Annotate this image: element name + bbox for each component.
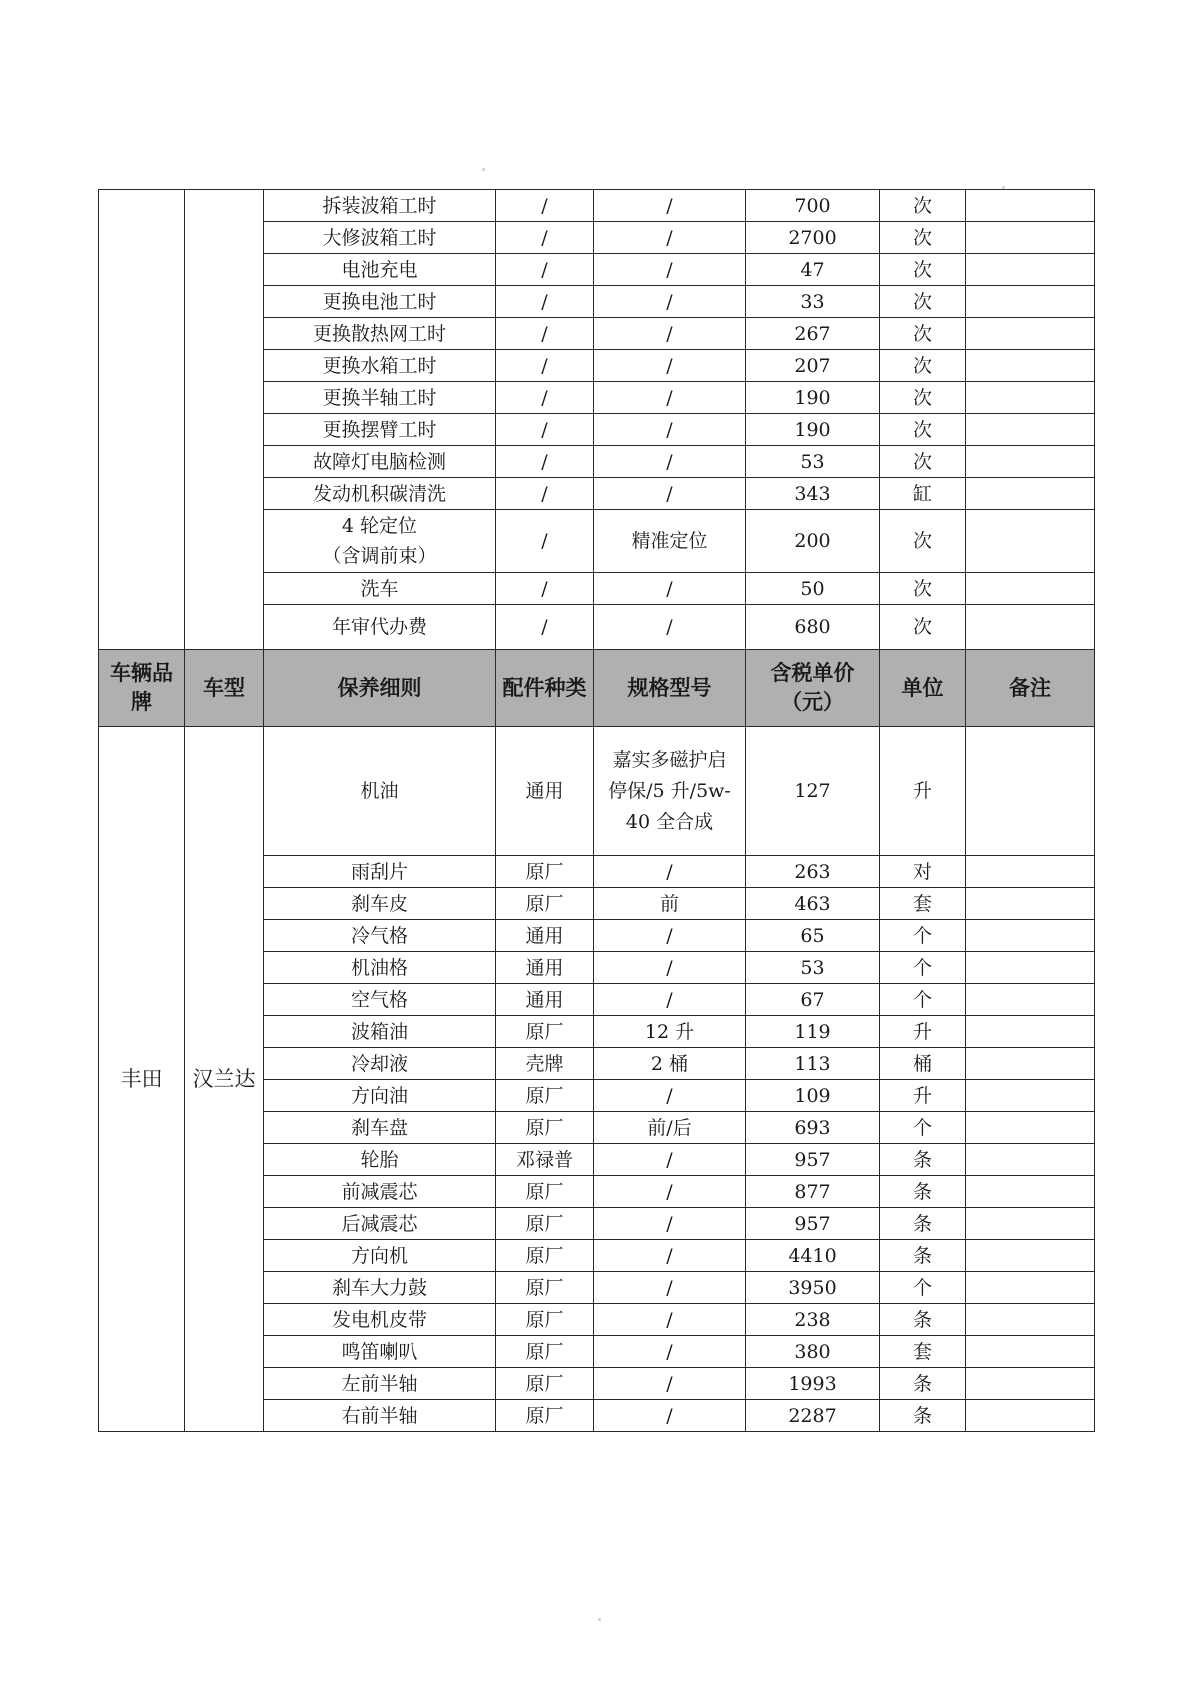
price-cell: 119 <box>746 1016 880 1048</box>
remark-cell <box>966 856 1095 888</box>
price-cell: 877 <box>746 1176 880 1208</box>
item-cell: 电池充电 <box>264 254 496 286</box>
remark-cell <box>966 350 1095 382</box>
spec-cell: 前/后 <box>594 1112 746 1144</box>
spec-cell: / <box>594 254 746 286</box>
unit-cell: 次 <box>880 573 966 605</box>
part-type-cell: / <box>496 190 594 222</box>
item-cell: 洗车 <box>264 573 496 605</box>
item-cell: 机油 <box>264 727 496 856</box>
unit-cell: 个 <box>880 1272 966 1304</box>
part-type-cell: / <box>496 222 594 254</box>
part-type-cell: 原厂 <box>496 856 594 888</box>
part-type-cell: / <box>496 318 594 350</box>
header-unit: 单位 <box>880 650 966 727</box>
item-cell: 冷气格 <box>264 920 496 952</box>
item-cell: 刹车盘 <box>264 1112 496 1144</box>
item-cell: 后减震芯 <box>264 1208 496 1240</box>
remark-cell <box>966 478 1095 510</box>
remark-cell <box>966 414 1095 446</box>
price-cell: 680 <box>746 605 880 650</box>
brand-cell: 丰田 <box>99 727 185 1432</box>
remark-cell <box>966 1176 1095 1208</box>
unit-cell: 次 <box>880 222 966 254</box>
price-cell: 957 <box>746 1144 880 1176</box>
spec-cell: / <box>594 350 746 382</box>
price-cell: 113 <box>746 1048 880 1080</box>
part-type-cell: / <box>496 350 594 382</box>
part-type-cell: 通用 <box>496 727 594 856</box>
unit-cell: 次 <box>880 254 966 286</box>
item-cell: 更换电池工时 <box>264 286 496 318</box>
part-type-cell: 通用 <box>496 920 594 952</box>
part-type-cell: 原厂 <box>496 888 594 920</box>
remark-cell <box>966 952 1095 984</box>
spec-cell: 嘉实多磁护启停保/5 升/5w-40 全合成 <box>594 727 746 856</box>
spec-cell: / <box>594 286 746 318</box>
part-type-cell: 邓禄普 <box>496 1144 594 1176</box>
spec-cell: / <box>594 952 746 984</box>
item-cell: 空气格 <box>264 984 496 1016</box>
unit-cell: 条 <box>880 1144 966 1176</box>
unit-cell: 条 <box>880 1400 966 1432</box>
unit-cell: 次 <box>880 414 966 446</box>
spec-cell: / <box>594 1400 746 1432</box>
part-type-cell: 壳牌 <box>496 1048 594 1080</box>
price-cell: 693 <box>746 1112 880 1144</box>
item-cell: 大修波箱工时 <box>264 222 496 254</box>
price-cell: 53 <box>746 446 880 478</box>
remark-cell <box>966 1208 1095 1240</box>
remark-cell <box>966 727 1095 856</box>
table-row <box>99 727 1095 856</box>
unit-cell: 升 <box>880 1016 966 1048</box>
price-cell: 463 <box>746 888 880 920</box>
price-cell: 343 <box>746 478 880 510</box>
part-type-cell: 通用 <box>496 952 594 984</box>
spec-cell: / <box>594 1080 746 1112</box>
spec-cell: / <box>594 318 746 350</box>
model-cell-empty <box>185 190 264 650</box>
remark-cell <box>966 382 1095 414</box>
spec-cell: / <box>594 222 746 254</box>
unit-cell: 次 <box>880 286 966 318</box>
part-type-cell: / <box>496 382 594 414</box>
model-cell: 汉兰达 <box>185 727 264 1432</box>
remark-cell <box>966 888 1095 920</box>
item-cell: 雨刮片 <box>264 856 496 888</box>
unit-cell: 升 <box>880 1080 966 1112</box>
item-cell: 左前半轴 <box>264 1368 496 1400</box>
price-cell: 267 <box>746 318 880 350</box>
spec-cell: / <box>594 1176 746 1208</box>
unit-cell: 次 <box>880 446 966 478</box>
remark-cell <box>966 1080 1095 1112</box>
spec-cell: / <box>594 605 746 650</box>
item-cell: 波箱油 <box>264 1016 496 1048</box>
item-cell: 刹车大力鼓 <box>264 1272 496 1304</box>
remark-cell <box>966 1112 1095 1144</box>
price-cell: 67 <box>746 984 880 1016</box>
header-part-type: 配件种类 <box>496 650 594 727</box>
spec-cell: / <box>594 1272 746 1304</box>
remark-cell <box>966 1048 1095 1080</box>
price-cell: 65 <box>746 920 880 952</box>
part-type-cell: / <box>496 414 594 446</box>
price-cell: 190 <box>746 382 880 414</box>
item-cell: 鸣笛喇叭 <box>264 1336 496 1368</box>
price-cell: 380 <box>746 1336 880 1368</box>
part-type-cell: / <box>496 573 594 605</box>
item-cell: 4 轮定位 （含调前束） <box>264 510 496 573</box>
remark-cell <box>966 318 1095 350</box>
price-cell: 33 <box>746 286 880 318</box>
spec-cell: / <box>594 920 746 952</box>
part-type-cell: / <box>496 254 594 286</box>
spec-cell: / <box>594 1368 746 1400</box>
item-cell: 右前半轴 <box>264 1400 496 1432</box>
part-type-cell: 原厂 <box>496 1080 594 1112</box>
price-cell: 207 <box>746 350 880 382</box>
unit-cell: 升 <box>880 727 966 856</box>
price-cell: 700 <box>746 190 880 222</box>
remark-cell <box>966 222 1095 254</box>
spec-cell: / <box>594 573 746 605</box>
unit-cell: 次 <box>880 382 966 414</box>
header-row <box>99 650 1095 727</box>
price-table <box>98 189 1095 1432</box>
remark-cell <box>966 1336 1095 1368</box>
scan-speck <box>482 168 485 171</box>
remark-cell <box>966 1304 1095 1336</box>
unit-cell: 套 <box>880 888 966 920</box>
unit-cell: 缸 <box>880 478 966 510</box>
part-type-cell: / <box>496 478 594 510</box>
unit-cell: 次 <box>880 605 966 650</box>
unit-cell: 对 <box>880 856 966 888</box>
part-type-cell: / <box>496 446 594 478</box>
spec-cell: 2 桶 <box>594 1048 746 1080</box>
part-type-cell: 通用 <box>496 984 594 1016</box>
part-type-cell: 原厂 <box>496 1016 594 1048</box>
item-cell: 发电机皮带 <box>264 1304 496 1336</box>
part-type-cell: 原厂 <box>496 1400 594 1432</box>
unit-cell: 个 <box>880 952 966 984</box>
spec-cell: 12 升 <box>594 1016 746 1048</box>
remark-cell <box>966 1016 1095 1048</box>
price-cell: 957 <box>746 1208 880 1240</box>
unit-cell: 桶 <box>880 1048 966 1080</box>
spec-cell: / <box>594 984 746 1016</box>
part-type-cell: 原厂 <box>496 1304 594 1336</box>
part-type-cell: / <box>496 286 594 318</box>
remark-cell <box>966 190 1095 222</box>
unit-cell: 次 <box>880 510 966 573</box>
header-price: 含税单价（元） <box>746 650 880 727</box>
unit-cell: 条 <box>880 1240 966 1272</box>
spec-cell: / <box>594 382 746 414</box>
spec-cell: / <box>594 446 746 478</box>
spec-cell: / <box>594 1144 746 1176</box>
spec-cell: 精准定位 <box>594 510 746 573</box>
item-cell: 更换摆臂工时 <box>264 414 496 446</box>
price-cell: 47 <box>746 254 880 286</box>
price-cell: 263 <box>746 856 880 888</box>
labor-section <box>99 190 1095 650</box>
unit-cell: 次 <box>880 190 966 222</box>
unit-cell: 套 <box>880 1336 966 1368</box>
item-cell: 发动机积碳清洗 <box>264 478 496 510</box>
header-brand: 车辆品牌 <box>99 650 185 727</box>
part-type-cell: 原厂 <box>496 1208 594 1240</box>
spec-cell: 前 <box>594 888 746 920</box>
item-cell: 前减震芯 <box>264 1176 496 1208</box>
header-item: 保养细则 <box>264 650 496 727</box>
item-cell: 故障灯电脑检测 <box>264 446 496 478</box>
part-type-cell: 原厂 <box>496 1240 594 1272</box>
item-cell: 更换散热网工时 <box>264 318 496 350</box>
price-cell: 50 <box>746 573 880 605</box>
table-row <box>99 190 1095 222</box>
unit-cell: 条 <box>880 1368 966 1400</box>
price-cell: 200 <box>746 510 880 573</box>
spec-cell: / <box>594 1240 746 1272</box>
price-cell: 238 <box>746 1304 880 1336</box>
item-cell: 拆装波箱工时 <box>264 190 496 222</box>
spec-cell: / <box>594 1208 746 1240</box>
price-cell: 127 <box>746 727 880 856</box>
unit-cell: 条 <box>880 1176 966 1208</box>
remark-cell <box>966 254 1095 286</box>
spec-cell: / <box>594 1336 746 1368</box>
remark-cell <box>966 446 1095 478</box>
item-cell: 机油格 <box>264 952 496 984</box>
spec-cell: / <box>594 478 746 510</box>
price-cell: 109 <box>746 1080 880 1112</box>
part-type-cell: 原厂 <box>496 1272 594 1304</box>
spec-cell: / <box>594 414 746 446</box>
unit-cell: 次 <box>880 350 966 382</box>
part-type-cell: 原厂 <box>496 1368 594 1400</box>
price-cell: 1993 <box>746 1368 880 1400</box>
remark-cell <box>966 1400 1095 1432</box>
remark-cell <box>966 573 1095 605</box>
remark-cell <box>966 1368 1095 1400</box>
remark-cell <box>966 605 1095 650</box>
spec-cell: / <box>594 1304 746 1336</box>
remark-cell <box>966 286 1095 318</box>
unit-cell: 条 <box>880 1208 966 1240</box>
part-type-cell: 原厂 <box>496 1176 594 1208</box>
part-type-cell: / <box>496 510 594 573</box>
remark-cell <box>966 1144 1095 1176</box>
header-remark: 备注 <box>966 650 1095 727</box>
spec-cell: / <box>594 856 746 888</box>
remark-cell <box>966 920 1095 952</box>
part-type-cell: 原厂 <box>496 1336 594 1368</box>
item-cell: 刹车皮 <box>264 888 496 920</box>
part-type-cell: / <box>496 605 594 650</box>
price-cell: 53 <box>746 952 880 984</box>
item-cell: 轮胎 <box>264 1144 496 1176</box>
toyota-section <box>99 727 1095 1432</box>
item-cell: 更换水箱工时 <box>264 350 496 382</box>
unit-cell: 个 <box>880 1112 966 1144</box>
price-cell: 190 <box>746 414 880 446</box>
remark-cell <box>966 984 1095 1016</box>
price-cell: 2287 <box>746 1400 880 1432</box>
scan-speck <box>598 1618 601 1621</box>
item-cell: 冷却液 <box>264 1048 496 1080</box>
price-cell: 4410 <box>746 1240 880 1272</box>
price-cell: 2700 <box>746 222 880 254</box>
remark-cell <box>966 510 1095 573</box>
item-cell: 方向机 <box>264 1240 496 1272</box>
remark-cell <box>966 1240 1095 1272</box>
spec-cell: / <box>594 190 746 222</box>
price-cell: 3950 <box>746 1272 880 1304</box>
header-model: 车型 <box>185 650 264 727</box>
scan-speck <box>1002 186 1005 189</box>
item-cell: 更换半轴工时 <box>264 382 496 414</box>
item-cell: 方向油 <box>264 1080 496 1112</box>
unit-cell: 个 <box>880 920 966 952</box>
unit-cell: 个 <box>880 984 966 1016</box>
item-cell: 年审代办费 <box>264 605 496 650</box>
unit-cell: 次 <box>880 318 966 350</box>
brand-cell-empty <box>99 190 185 650</box>
remark-cell <box>966 1272 1095 1304</box>
part-type-cell: 原厂 <box>496 1112 594 1144</box>
unit-cell: 条 <box>880 1304 966 1336</box>
header-spec: 规格型号 <box>594 650 746 727</box>
